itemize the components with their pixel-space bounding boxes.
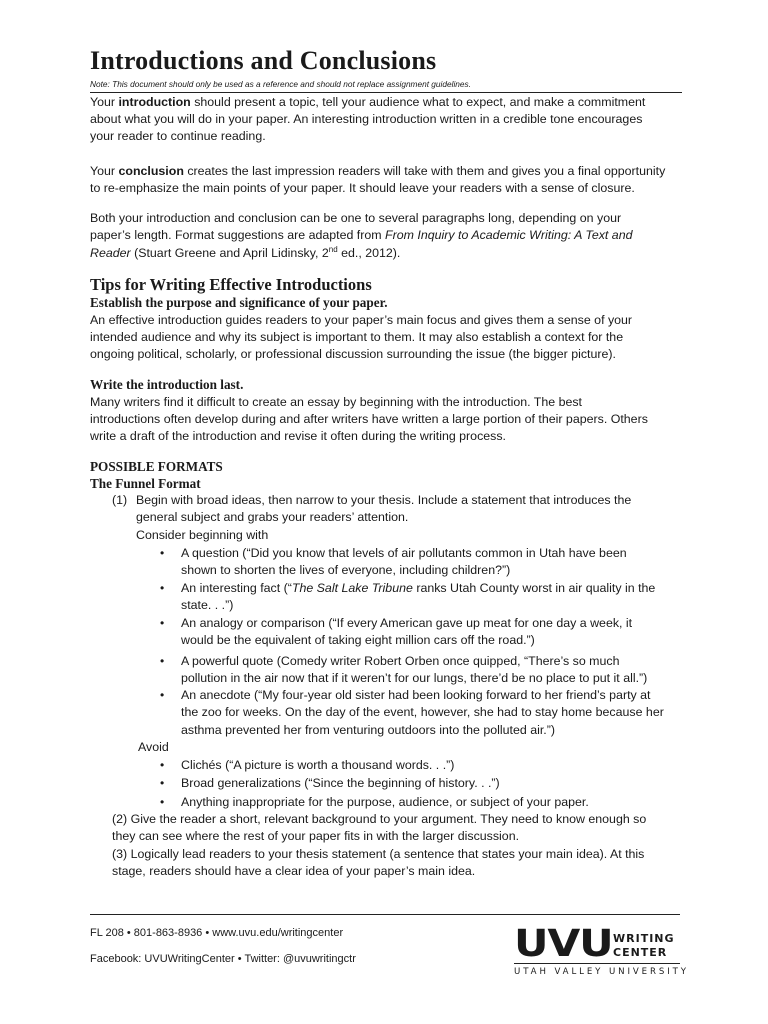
bullet-anecdote-l3: asthma prevented her from venturing outdoors into the polluted air.”) <box>181 723 555 737</box>
conclusion-line-2: to re-emphasize the main points of your paper. It should leave your readers with a sense of closure. <box>90 181 635 195</box>
bullet-fact-l1: An interesting fact (“The Salt Lake Tribune ranks Utah County worst in air quality in the <box>181 581 656 595</box>
bullet-dot: • <box>160 795 165 809</box>
write-last-heading: Write the introduction last. <box>90 377 244 392</box>
uvu-writing-center-logo <box>514 922 689 982</box>
bullet-dot: • <box>160 776 165 790</box>
write-last-line-3: write a draft of the introduction and revise it often during the writing process. <box>90 429 506 443</box>
introduction-keyword: introduction <box>118 95 191 109</box>
bullet-dot: • <box>160 581 165 595</box>
item2-line-2: they can see where the rest of your paper fits in with the larger discussion. <box>112 829 520 843</box>
logo-university-text: UTAH VALLEY UNIVERSITY <box>514 967 689 977</box>
item1-number: (1) <box>112 493 128 507</box>
bullet-dot: • <box>160 688 165 702</box>
book-title: From Inquiry to Academic Writing: A Text and <box>385 228 633 242</box>
both-line-2: paper’s length. Format suggestions are adapted from From Inquiry to Academic Writing: A Text and <box>90 228 633 242</box>
item3-line-2: stage, readers should have a clear idea of your paper’s main idea. <box>112 864 476 878</box>
purpose-line-2: intended audience and why its subject is important to them. It may also establish a context for the <box>90 330 624 344</box>
purpose-heading: Establish the purpose and significance of your paper. <box>90 295 388 310</box>
intro-line-2: about what you will do in your paper. An interesting introduction written in a credible tone encourages <box>90 112 643 126</box>
both-line-3: Reader (Stuart Greene and April Lidinsky, 2nd ed., 2012). <box>90 245 401 261</box>
purpose-line-1: An effective introduction guides readers to your paper’s main focus and gives them a sense of your <box>90 313 633 327</box>
bullet-analogy-l1: An analogy or comparison (“If every American gave up meat for one day a week, it <box>181 616 633 630</box>
item1-line-1: Begin with broad ideas, then narrow to your thesis. Include a statement that introduces the <box>136 493 632 507</box>
conclusion-keyword: conclusion <box>118 164 184 178</box>
write-last-line-1: Many writers find it difficult to create an essay by beginning with the introduction. The best <box>90 395 582 409</box>
logo-divider <box>514 963 680 964</box>
bullet-dot: • <box>160 654 165 668</box>
bullet-question-l1: A question (“Did you know that levels of air pollutants common in Utah have been <box>181 546 627 560</box>
footer-social: Facebook: UVUWritingCenter • Twitter: @uvuwritingctr <box>90 953 356 965</box>
item1-line-2: general subject and grabs your readers’ attention. <box>136 510 409 524</box>
bullet-anecdote-l2: the zoo for weeks. On the day of the event, however, she had to stay home because her <box>181 705 664 719</box>
intro-line-1: Your introduction should present a topic, tell your audience what to expect, and make a commitment <box>90 95 646 109</box>
logo-uvu-text: UVU <box>514 922 613 965</box>
bullet-dot: • <box>160 758 165 772</box>
title-divider <box>90 92 682 93</box>
logo-center-text: CENTER <box>613 946 668 959</box>
formats-heading: POSSIBLE FORMATS <box>90 459 223 474</box>
bullet-quote-l2: pollution in the air now that if it weren’t for our lungs, there’d be no place to put it all.”) <box>181 671 648 685</box>
avoid-label: Avoid <box>138 740 169 754</box>
avoid-generalizations: Broad generalizations (“Since the beginning of history. . .”) <box>181 776 500 790</box>
page-title: Introductions and Conclusions <box>90 46 437 75</box>
bullet-dot: • <box>160 616 165 630</box>
both-line-1: Both your introduction and conclusion can be one to several paragraphs long, depending on your <box>90 211 622 225</box>
purpose-line-3: ongoing political, scholarly, or professional discussion surrounding the issue (the bigger picture). <box>90 347 616 361</box>
tips-heading: Tips for Writing Effective Introductions <box>90 275 372 294</box>
footer-contact: FL 208 • 801-863-8936 • www.uvu.edu/writingcenter <box>90 927 344 939</box>
logo-writing-text: WRITING <box>613 932 675 945</box>
newspaper-title: The Salt Lake Tribune <box>291 581 413 595</box>
bullet-fact-l2: state. . .”) <box>181 598 234 612</box>
intro-line-3: your reader to continue reading. <box>90 129 266 143</box>
bullet-anecdote-l1: An anecdote (“My four-year old sister had been looking forward to her friend’s party at <box>181 688 651 702</box>
funnel-heading: The Funnel Format <box>90 476 201 491</box>
bullet-question-l2: shown to shorten the lives of everyone, including children?”) <box>181 563 511 577</box>
avoid-inappropriate: Anything inappropriate for the purpose, audience, or subject of your paper. <box>181 795 589 809</box>
avoid-cliches: Clichés (“A picture is worth a thousand words. . .”) <box>181 758 455 772</box>
book-title-cont: Reader <box>90 246 131 261</box>
bullet-quote-l1: A powerful quote (Comedy writer Robert Orben once quipped, “There’s so much <box>181 654 620 668</box>
item2-line-1: (2) Give the reader a short, relevant background to your argument. They need to know enough so <box>112 812 647 826</box>
bullet-analogy-l2: would be the equivalent of taking eight million cars off the road.”) <box>181 633 535 647</box>
conclusion-line-1: Your conclusion creates the last impression readers will take with them and gives you a final opportunity <box>90 164 666 178</box>
bullet-dot: • <box>160 546 165 560</box>
reference-note: Note: This document should only be used as a reference and should not replace assignment guidelines. <box>90 79 471 89</box>
item3-line-1: (3) Logically lead readers to your thesis statement (a sentence that states your main idea). At this <box>112 847 645 861</box>
write-last-line-2: introductions often develop during and after writers have written a large portion of their papers. Others <box>90 412 648 426</box>
consider-label: Consider beginning with <box>136 528 269 542</box>
footer-divider <box>90 914 680 915</box>
